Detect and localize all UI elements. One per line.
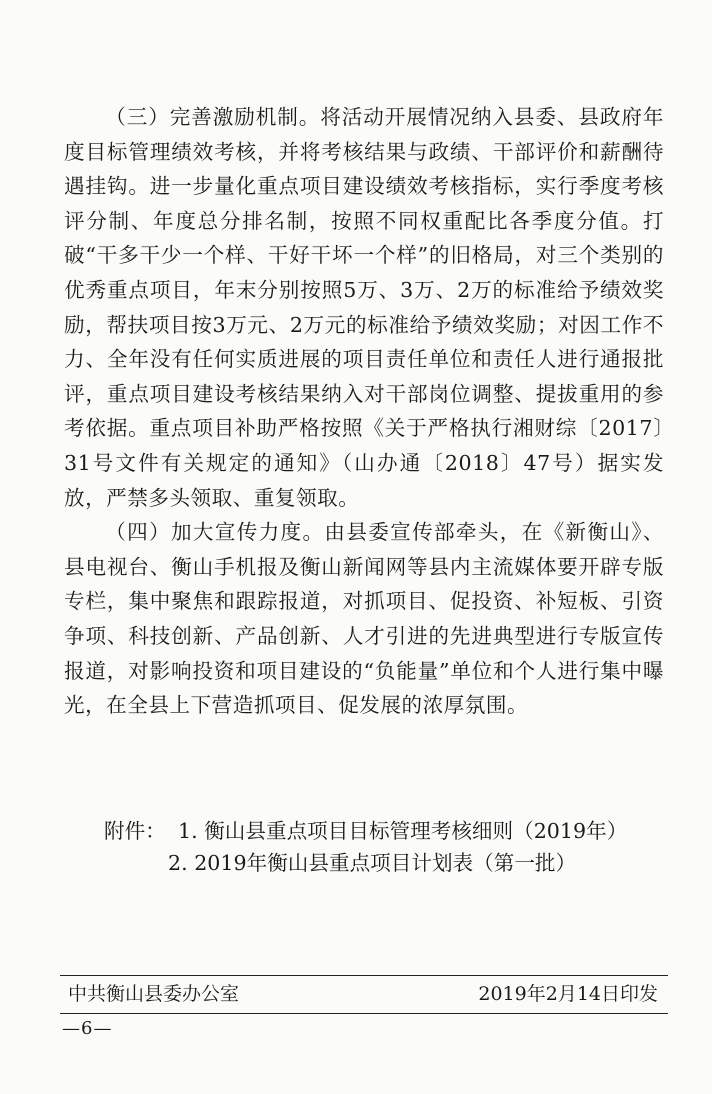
attachment-item-1: 1. 衡山县重点项目目标管理考核细则（2019年） (178, 819, 628, 843)
page-number: —6— (62, 1018, 113, 1039)
issuer-name: 中共衡山县委办公室 (68, 983, 240, 1005)
issue-date: 2019年2月14日印发 (478, 983, 658, 1005)
attachment-item (104, 815, 684, 847)
paragraph-publicity: （四）加大宣传力度。由县委宣传部牵头，在《新衡山》、县电视台、衡山手机报及衡山新闻网等县内主流媒体要开辟专版专栏，集中聚焦和跟踪报道，对抓项目、促投资、补短板、引资争项、科技创新、产品创新、人才引进的先进典型进行专版宣传报道，对影响投资和项目建设的“负能量”单位和个人进行集中曝光，在全县上下营造抓项目、促发展的浓厚氛围。 (64, 520, 664, 718)
footer-bottom-rule (60, 1013, 668, 1014)
paragraph-incentive-mechanism: （三）完善激励机制。将活动开展情况纳入县委、县政府年度目标管理绩效考核，并将考核结果与政绩、干部评价和薪酬待遇挂钩。进一步量化重点项目建设绩效考核指标，实行季度考核评分制、年度总分排名制，按照不同权重配比各季度分值。打破“干多干少一个样、干好干坏一个样”的旧格局，对三个类别的优秀重点项目，年末分别按照5万、3万、2万的标准给予绩效奖励，帮扶项目按3万元、2万元的标准给予绩效奖励；对因工作不力、全年没有任何实质进展的项目责任单位和责任人进行通报批评，重点项目建设考核结果纳入对干部岗位调整、提拔重用的参考依据。重点项目补助严格按照《关于严格执行湘财综〔2017〕31号文件有关规定的通知》（山办通〔2018〕47号）据实发放，严禁多头领取、重复领取。 (64, 105, 664, 510)
attachments-list (104, 815, 684, 879)
document-body (64, 100, 664, 723)
footer-top-rule (60, 975, 668, 976)
attachment-item (104, 847, 684, 879)
attachments-label: 附件： (104, 819, 166, 843)
attachment-item-2: 2. 2019年衡山县重点项目计划表（第一批） (168, 851, 577, 875)
